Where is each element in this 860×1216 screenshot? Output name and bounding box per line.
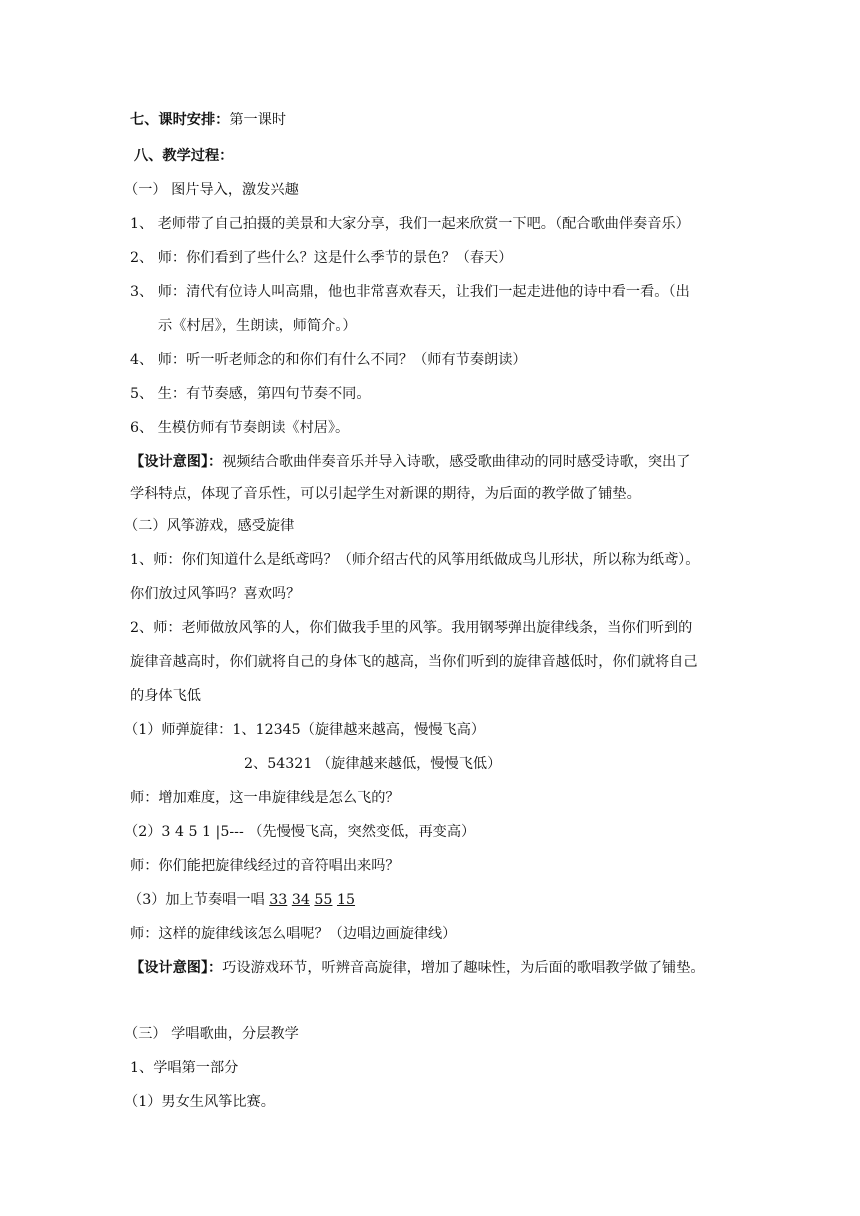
step-2-1: 1、师：你们知道什么是纸鸢吗？（师介绍古代的风筝用纸做成鸟儿形状，所以称为纸鸢）。	[130, 552, 700, 568]
melody-1: （1）师弹旋律：1、12345（旋律越来越高，慢慢飞高）	[124, 722, 486, 738]
design-intent-1-text: 视频结合歌曲伴奏音乐并导入诗歌，感受歌曲律动的同时感受诗歌，突出了	[222, 454, 691, 470]
design-intent-2-text: 巧设游戏环节，听辨音高旋律，增加了趣味性，为后面的歌唱教学做了铺垫。	[222, 960, 705, 976]
rhythm-line	[128, 890, 355, 910]
rhythm-text: （3）加上节奏唱一唱	[128, 892, 270, 908]
step-1-3-cont: 示《村居》，生朗读，师简介。）	[158, 318, 357, 334]
step-1-5: 5、 生：有节奏感，第四句节奏不同。	[130, 386, 371, 402]
step-2-1-cont: 你们放过风筝吗？喜欢吗？	[130, 586, 301, 602]
design-intent-1-cont: 学科特点，体现了音乐性，可以引起学生对新课的期待，为后面的教学做了铺垫。	[130, 486, 641, 502]
design-intent-2-label: 【设计意图】：	[130, 960, 223, 976]
step-1-2: 2、 师：你们看到了些什么？这是什么季节的景色？（春天）	[130, 250, 513, 266]
melody-3: （2）3 4 5 1 |5--- （先慢慢飞高，突然变低，再变高）	[124, 824, 476, 840]
step-3-1: 1、学唱第一部分	[130, 1060, 239, 1076]
melody-2: 2、54321 （旋律越来越低，慢慢飞低）	[244, 756, 502, 772]
class-hours-line	[130, 110, 286, 130]
note-group: 33	[269, 892, 288, 908]
step-2-2-cont-1: 旋律音越高时，你们就将自己的身体飞的越高，当你们听到的旋律音越低时，你们就将自己	[130, 654, 698, 670]
note-group: 34	[291, 892, 310, 908]
step-1-1: 1、 老师带了自己拍摄的美景和大家分享，我们一起来欣赏一下吧。（配合歌曲伴奏音乐）	[130, 216, 690, 232]
class-hours-value: 第一课时	[229, 112, 287, 128]
design-intent-2	[130, 958, 705, 978]
section-1-heading: （一） 图片导入，激发兴趣	[124, 182, 299, 198]
teacher-question-1: 师：增加难度，这一串旋律线是怎么飞的？	[130, 790, 400, 806]
step-2-2-cont-2: 的身体飞低	[130, 688, 201, 704]
teacher-question-3: 师：这样的旋律线该怎么唱呢？（边唱边画旋律线）	[130, 926, 457, 942]
step-1-6: 6、 生模仿师有节奏朗读《村居》。	[130, 420, 350, 436]
design-intent-1	[130, 452, 690, 472]
step-3-1-1: （1）男女生风筝比赛。	[124, 1094, 275, 1110]
class-hours-heading: 七、课时安排：	[130, 112, 230, 128]
teaching-process-heading: 八、教学过程：	[134, 148, 234, 164]
note-group: 55	[314, 892, 333, 908]
teacher-question-2: 师：你们能把旋律线经过的音符唱出来吗？	[130, 858, 400, 874]
note-group: 15	[336, 892, 356, 908]
section-2-heading: （二）风筝游戏，感受旋律	[124, 518, 295, 534]
section-3-heading: （三） 学唱歌曲，分层教学	[124, 1026, 299, 1042]
design-intent-1-label: 【设计意图】：	[130, 454, 223, 470]
step-1-3: 3、 师：清代有位诗人叫高鼎，他也非常喜欢春天，让我们一起走进他的诗中看一看。（出	[130, 284, 690, 300]
step-2-2: 2、师：老师做放风筝的人，你们做我手里的风筝。我用钢琴弹出旋律线条，当你们听到的	[130, 620, 693, 636]
step-1-4: 4、 师：听一听老师念的和你们有什么不同？（师有节奏朗读）	[130, 352, 527, 368]
